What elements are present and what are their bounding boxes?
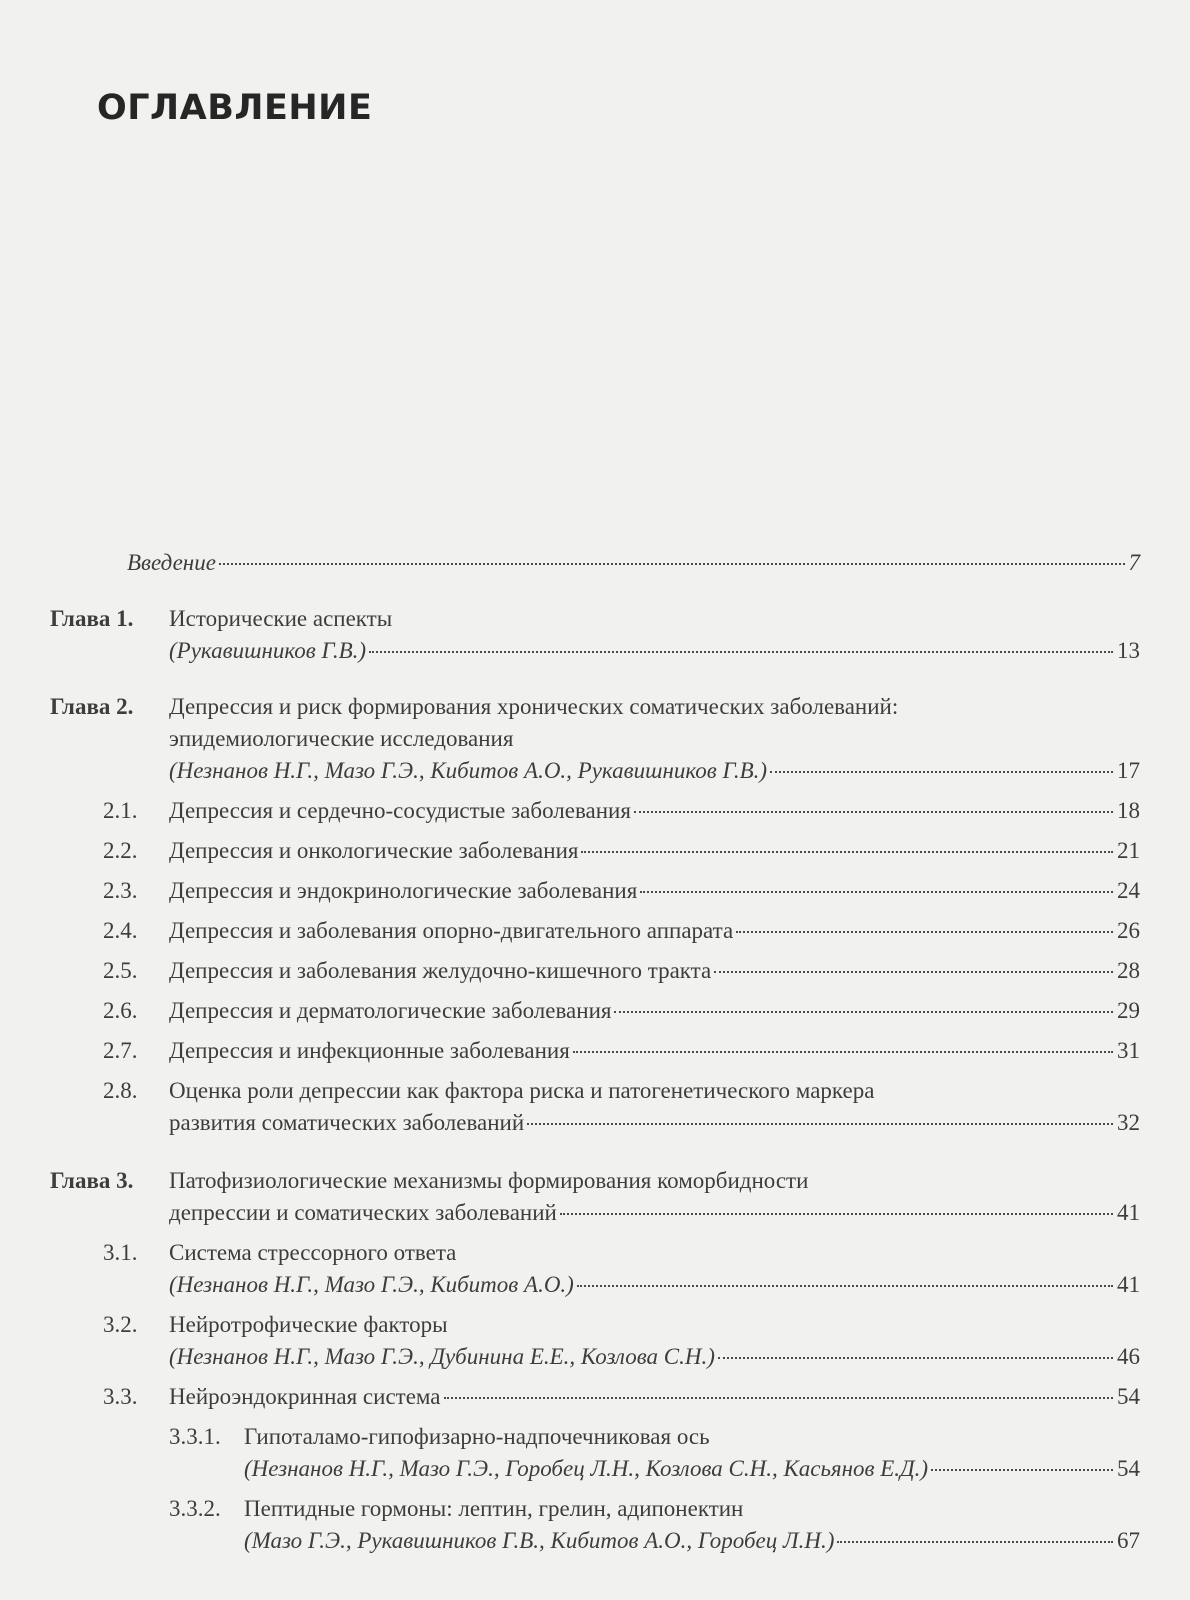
section-title-line: Оценка роли депрессии как фактора риска и патогенетического маркера <box>169 1078 875 1103</box>
page-number: 17 <box>1117 758 1140 783</box>
section-title-line: развития соматических заболеваний <box>169 1110 525 1135</box>
dot-leader <box>634 811 1113 813</box>
subsection-title: Пептидные гормоны: лептин, грелин, адипонектин <box>244 1496 744 1521</box>
section-title: Депрессия и эндокринологические заболевания <box>169 878 638 903</box>
toc-entry-section[interactable] <box>169 876 1140 906</box>
page-number: 32 <box>1117 1110 1140 1135</box>
toc-entry-chapter-1[interactable] <box>169 636 1140 666</box>
dot-leader <box>577 1285 1113 1287</box>
page-number: 7 <box>1128 550 1140 575</box>
section-title: Нейротрофические факторы <box>169 1312 448 1337</box>
toc-entry-section[interactable] <box>169 956 1140 986</box>
section-number: 3.3. <box>103 1384 138 1409</box>
section-title: Депрессия и заболевания желудочно-кишечного тракта <box>169 958 712 983</box>
section-number: 3.1. <box>103 1240 138 1265</box>
section-title: Депрессия и сердечно-сосудистые заболевания <box>169 798 631 823</box>
page-number: 24 <box>1117 878 1140 903</box>
chapter-title: Исторические аспекты <box>169 606 393 631</box>
page-number: 28 <box>1117 958 1140 983</box>
toc-entry-section[interactable] <box>169 1108 1140 1138</box>
section-number: 2.3. <box>103 878 138 903</box>
dot-leader <box>573 1051 1113 1053</box>
section-title: Депрессия и дерматологические заболевания <box>169 998 612 1023</box>
dot-leader <box>614 1011 1113 1013</box>
page-number: 46 <box>1117 1344 1140 1369</box>
page-number: 26 <box>1117 918 1140 943</box>
subsection-authors: (Мазо Г.Э., Рукавишников Г.В., Кибитов А.О., Горобец Л.Н.) <box>244 1528 835 1553</box>
toc-entry-section[interactable] <box>169 796 1140 826</box>
page-title: ОГЛАВЛЕНИЕ <box>97 88 373 128</box>
section-authors: (Незнанов Н.Г., Мазо Г.Э., Кибитов А.О.) <box>169 1272 574 1297</box>
subsection-number: 3.3.1. <box>169 1424 221 1449</box>
toc-entry-subsection[interactable] <box>244 1526 1140 1556</box>
toc-entry-subsection[interactable] <box>244 1454 1140 1484</box>
page-number: 41 <box>1117 1200 1140 1225</box>
section-number: 2.8. <box>103 1078 138 1103</box>
page-number: 54 <box>1117 1456 1140 1481</box>
toc-entry-title: Введение <box>127 550 216 575</box>
page-number: 67 <box>1117 1528 1140 1553</box>
chapter-title-line: Патофизиологические механизмы формирования коморбидности <box>169 1168 809 1193</box>
toc-entry-intro[interactable] <box>127 548 1140 578</box>
section-number: 2.2. <box>103 838 138 863</box>
dot-leader <box>718 1357 1113 1359</box>
section-title: Депрессия и онкологические заболевания <box>169 838 579 863</box>
subsection-title: Гипоталамо-гипофизарно-надпочечниковая ось <box>244 1424 710 1449</box>
chapter-label: Глава 2. <box>50 694 134 719</box>
page-number: 31 <box>1117 1038 1140 1063</box>
chapter-label: Глава 1. <box>50 606 134 631</box>
chapter-title-line: эпидемиологические исследования <box>169 726 514 751</box>
dot-leader <box>714 971 1113 973</box>
toc-entry-section[interactable] <box>169 836 1140 866</box>
toc-entry-section[interactable] <box>169 1342 1140 1372</box>
toc-entry-section[interactable] <box>169 1382 1140 1412</box>
dot-leader <box>219 563 1125 565</box>
toc-entry-chapter-2[interactable] <box>169 756 1140 786</box>
section-title: Депрессия и заболевания опорно-двигательного аппарата <box>169 918 734 943</box>
toc-entry-chapter-3[interactable] <box>169 1198 1140 1228</box>
page-number: 29 <box>1117 998 1140 1023</box>
subsection-number: 3.3.2. <box>169 1496 221 1521</box>
section-number: 2.4. <box>103 918 138 943</box>
section-title: Депрессия и инфекционные заболевания <box>169 1038 570 1063</box>
page-number: 41 <box>1117 1272 1140 1297</box>
chapter-authors: (Рукавишников Г.В.) <box>169 638 367 663</box>
section-number: 2.1. <box>103 798 138 823</box>
dot-leader <box>931 1469 1113 1471</box>
section-title: Система стрессорного ответа <box>169 1240 457 1265</box>
section-number: 2.7. <box>103 1038 138 1063</box>
page-number: 13 <box>1117 638 1140 663</box>
dot-leader <box>560 1213 1113 1215</box>
dot-leader <box>444 1397 1113 1399</box>
section-number: 2.6. <box>103 998 138 1023</box>
dot-leader <box>369 651 1113 653</box>
section-authors: (Незнанов Н.Г., Мазо Г.Э., Дубинина Е.Е., Козлова С.Н.) <box>169 1344 715 1369</box>
dot-leader <box>581 851 1113 853</box>
chapter-authors: (Незнанов Н.Г., Мазо Г.Э., Кибитов А.О., Рукавишников Г.В.) <box>169 758 768 783</box>
toc-entry-section[interactable] <box>169 916 1140 946</box>
toc-entry-section[interactable] <box>169 1270 1140 1300</box>
dot-leader <box>770 771 1113 773</box>
page-number: 21 <box>1117 838 1140 863</box>
section-number: 3.2. <box>103 1312 138 1337</box>
dot-leader <box>640 891 1113 893</box>
page-number: 18 <box>1117 798 1140 823</box>
dot-leader <box>736 931 1113 933</box>
subsection-authors: (Незнанов Н.Г., Мазо Г.Э., Горобец Л.Н., Козлова С.Н., Касьянов Е.Д.) <box>244 1456 929 1481</box>
chapter-title-line: Депрессия и риск формирования хронических соматических заболеваний: <box>169 694 899 719</box>
toc-entry-section[interactable] <box>169 996 1140 1026</box>
page-number: 54 <box>1117 1384 1140 1409</box>
chapter-title-line: депрессии и соматических заболеваний <box>169 1200 557 1225</box>
chapter-label: Глава 3. <box>50 1168 134 1193</box>
toc-entry-section[interactable] <box>169 1036 1140 1066</box>
dot-leader <box>837 1541 1113 1543</box>
section-title: Нейроэндокринная система <box>169 1384 441 1409</box>
section-number: 2.5. <box>103 958 138 983</box>
dot-leader <box>527 1123 1113 1125</box>
